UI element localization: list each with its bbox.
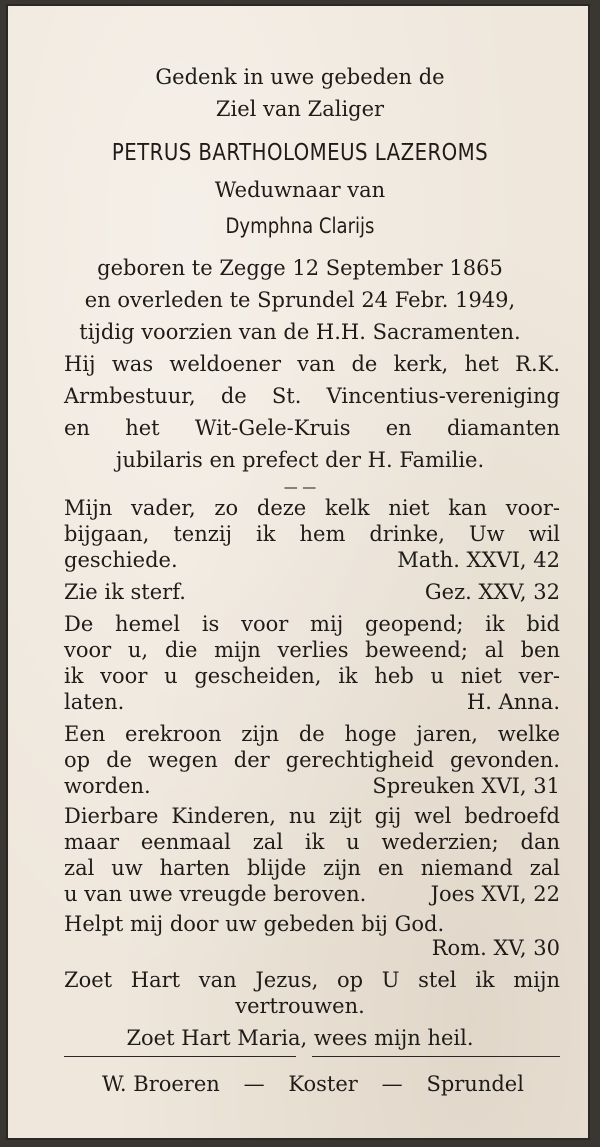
bio-line: en overleden te Sprundel 24 Febr. 1949,: [84, 288, 516, 312]
quote-line: Een erekroon zijn de hoge jaren, welke: [64, 722, 560, 746]
quote-text: laten.: [64, 690, 125, 714]
quote-text: geschiede.: [64, 548, 178, 572]
quote-line: voor u, die mijn verlies beweend; al ben: [64, 638, 560, 662]
quote-line: bijgaan, tenzij ik hem drinke, Uw wil: [64, 522, 560, 546]
quote-reference: Gez. XXV, 32: [424, 580, 560, 604]
quote-line-with-ref: [64, 773, 560, 799]
quote-text: worden.: [64, 774, 151, 798]
quote-reference: Spreuken XVI, 31: [372, 774, 560, 798]
bio-line: en het Wit-Gele-Kruis en diamanten: [64, 416, 560, 440]
quote-line: maar eenmaal zal ik u wederzien; dan: [64, 830, 560, 854]
quote-reference: Rom. XV, 30: [431, 936, 560, 960]
quote-line: zal uw harten blijde zijn en niemand zal: [64, 856, 560, 880]
printer-credit: [102, 1071, 524, 1097]
quote-reference: Math. XXVI, 42: [397, 548, 560, 572]
quote-text: u van uwe vreugde beroven.: [64, 882, 367, 906]
printer-place: Sprundel: [426, 1072, 524, 1096]
bio-line: geboren te Zegge 12 September 1865: [97, 256, 503, 280]
intro-line-1: Gedenk in uwe gebeden de: [155, 65, 445, 89]
quote-line: Helpt mij door uw gebeden bij God.: [64, 912, 445, 936]
quote-line: vertrouwen.: [235, 994, 365, 1018]
bio-line: Armbestuur, de St. Vincentius-vereniging: [64, 384, 560, 408]
quote-line: De hemel is voor mij geopend; ik bid: [64, 612, 560, 636]
quote-line-with-ref: [64, 547, 560, 573]
quote-line: Mijn vader, zo deze kelk niet kan voor-: [64, 496, 560, 520]
relation-label: Weduwnaar van: [214, 178, 386, 202]
quote-line-with-ref: [64, 881, 560, 907]
printer-name: W. Broeren: [102, 1072, 220, 1096]
quote-line: ik voor u gescheiden, ik heb u niet ver-: [64, 664, 560, 688]
closing-prayer: Zoet Hart Maria, wees mijn heil.: [126, 1026, 474, 1050]
footer-rule-left: [64, 1056, 296, 1057]
spouse-name: Dymphna Clarijs: [225, 214, 375, 238]
footer-dash: —: [381, 1072, 403, 1096]
quote-reference: H. Anna.: [466, 690, 560, 714]
quote-line-with-ref: [64, 579, 560, 605]
memorial-card: [6, 4, 590, 1140]
quote-line: Zoet Hart van Jezus, op U stel ik mijn: [64, 968, 560, 992]
printer-role: Koster: [288, 1072, 358, 1096]
quote-line: Dierbare Kinderen, nu zijt gij wel bedroefd: [64, 804, 560, 828]
intro-line-2: Ziel van Zaliger: [215, 97, 385, 121]
footer-dash: —: [243, 1072, 265, 1096]
deceased-name: PETRUS BARTHOLOMEUS LAZEROMS: [111, 140, 489, 166]
bio-line: jubilaris en prefect der H. Familie.: [115, 448, 485, 472]
bio-line: Hij was weldoener van de kerk, het R.K.: [64, 352, 560, 376]
section-separator: — —: [283, 480, 317, 496]
quote-line-with-ref: [64, 689, 560, 715]
quote-reference: Joes XVI, 22: [430, 882, 560, 906]
bio-line: tijdig voorzien van de H.H. Sacramenten.: [79, 320, 521, 344]
footer-rule-right: [312, 1056, 560, 1057]
quote-text: Zie ik sterf.: [64, 580, 186, 604]
quote-line: op de wegen der gerechtigheid gevonden.: [64, 748, 560, 772]
